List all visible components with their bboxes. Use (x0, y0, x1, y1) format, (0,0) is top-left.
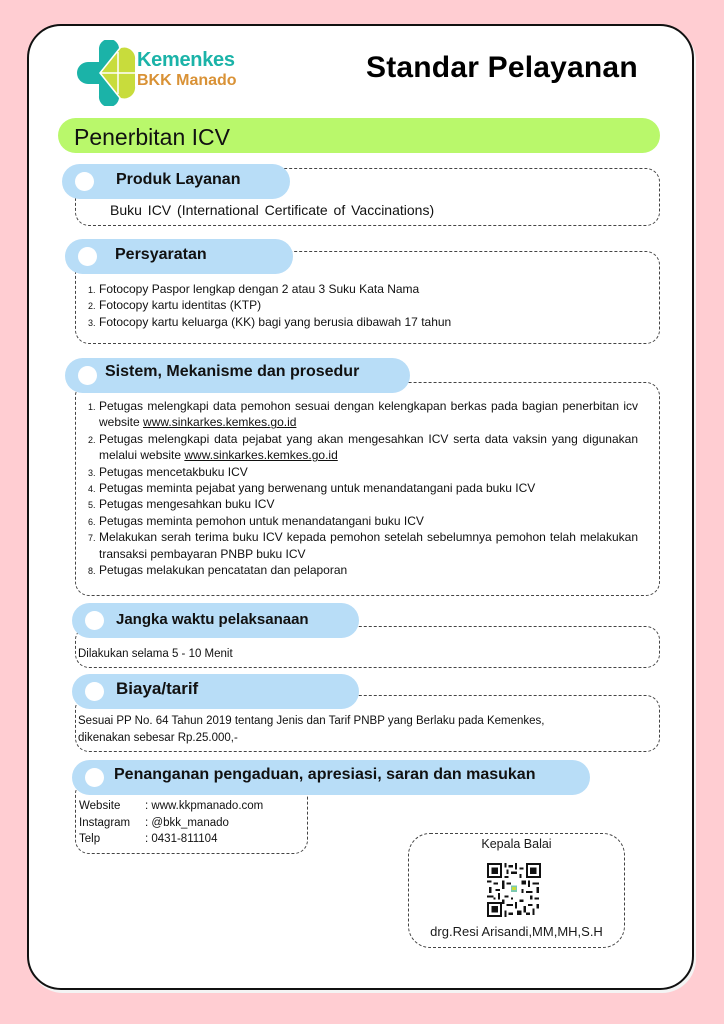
logo-title: Kemenkes (137, 49, 235, 71)
service-title: Penerbitan ICV (74, 124, 230, 150)
persyaratan-list (88, 281, 648, 330)
list-item: 5. Petugas mengesahkan buku ICV (88, 497, 275, 512)
prosedur-label: Sistem, Mekanisme dan prosedur (105, 363, 360, 380)
bullet-circle-icon (85, 768, 104, 787)
prosedur-header (65, 358, 410, 393)
jangka-text: Dilakukan selama 5 - 10 Menit (78, 648, 233, 660)
signature-box (408, 833, 625, 948)
produk-header (62, 164, 290, 199)
prosedur-list (88, 398, 638, 578)
phone-link[interactable]: : 0431-811104 (145, 833, 218, 845)
list-item: 4. Petugas meminta pejabat yang berwenang untuk menandatangani pada buku ICV (88, 481, 536, 496)
persyaratan-header (65, 239, 293, 274)
bullet-circle-icon (78, 247, 97, 266)
website-link[interactable]: : www.kkpmanado.com (145, 800, 264, 812)
contact-website: Website : www.kkpmanado.com (79, 798, 263, 815)
kemenkes-logo (77, 40, 257, 106)
pengaduan-header (72, 760, 590, 795)
kemenkes-flower-icon (77, 40, 137, 106)
service-banner (58, 118, 660, 153)
biaya-label: Biaya/tarif (116, 679, 199, 698)
jangka-label: Jangka waktu pelaksanaan (116, 611, 309, 628)
list-item: 8. Petugas melakukan pencatatan dan pelaporan (88, 563, 348, 578)
biaya-text: Sesuai PP No. 64 Tahun 2019 tentang Jenis dan Tarif PNBP yang Berlaku pada Kemenkes, dikenakan sebesar Rp.25.000,- (78, 715, 545, 744)
pengaduan-label: Penanganan pengaduan, apresiasi, saran dan masukan (114, 766, 536, 783)
bullet-circle-icon (85, 682, 104, 701)
jangka-header (72, 603, 359, 638)
logo-subtitle: BKK Manado (137, 72, 237, 89)
persyaratan-label: Persyaratan (115, 246, 207, 263)
page-title: Standar Pelayanan (366, 51, 638, 84)
produk-text: Buku ICV (International Certificate of Vaccinations) (110, 202, 435, 218)
contact-instagram: Instagram : @bkk_manado (79, 815, 263, 832)
list-item: 7. Melakukan serah terima buku ICV kepada pemohon setelah sebelumnya pemohon telah melakukan transaksi pembayaran PNBP buku ICV (88, 530, 638, 561)
bullet-circle-icon (78, 366, 97, 385)
list-item: 2. Petugas melengkapi data pejabat yang akan mengesahkan ICV serta data vaksin yang digunakan melalui website www.sinkarkes.kemkes.go.id (88, 431, 638, 463)
instagram-link[interactable]: : @bkk_manado (145, 816, 229, 829)
contact-list (79, 798, 263, 848)
list-item: 3. Fotocopy kartu keluarga (KK) bagi yang berusia dibawah 17 tahun (88, 314, 452, 329)
qr-code-icon[interactable] (487, 863, 541, 917)
list-item: 2. Fotocopy kartu identitas (KTP) (88, 298, 262, 313)
contact-phone: Telp : 0431-811104 (79, 831, 263, 848)
list-item: 1. Petugas melengkapi data pemohon sesuai dengan kelengkapan berkas pada bagian penerbitan icv website www.sinkarkes.kemkes.go.id (88, 399, 638, 430)
bullet-circle-icon (85, 611, 104, 630)
signature-title: Kepala Balai (481, 837, 552, 851)
biaya-header (72, 674, 359, 709)
signatory-name: drg.Resi Arisandi,MM,MH,S.H (430, 924, 603, 939)
list-item: 3. Petugas mencetakbuku ICV (88, 464, 248, 479)
sinkarkes-link[interactable]: www.sinkarkes.kemkes.go.id (143, 415, 297, 430)
produk-label: Produk Layanan (116, 171, 241, 188)
list-item: 6. Petugas meminta pemohon untuk menandatangani buku ICV (88, 513, 424, 528)
sinkarkes-link[interactable]: www.sinkarkes.kemkes.go.id (184, 448, 338, 463)
bullet-circle-icon (75, 172, 94, 191)
list-item: 1. Fotocopy Paspor lengkap dengan 2 atau 3 Suku Kata Nama (88, 282, 420, 296)
